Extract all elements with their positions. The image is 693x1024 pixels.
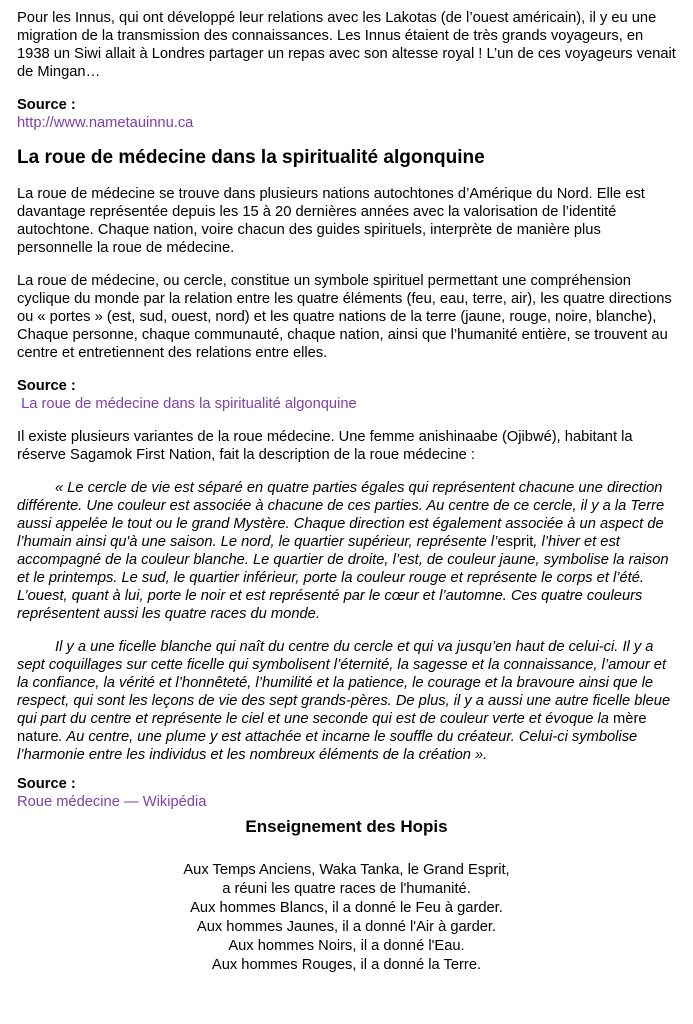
section-paragraph-1: La roue de médecine se trouve dans plusieurs nations autochtones d’Amérique du Nord. Elle est davantage représentée depuis les 15 à 20 dernières années avec la valorisation de l’identité autochtone. Chaque nation, voire chacun des guides spirituels, interprète de manière plus personnelle la roue de médecine. xyxy=(17,186,645,256)
source-label: Source : xyxy=(17,378,76,394)
source-link-roue-medecine-algonquine[interactable]: La roue de médecine dans la spiritualité algonquine xyxy=(17,396,357,412)
quote-emphasis-mere-nature: mère nature xyxy=(17,711,647,745)
section-heading: La roue de médecine dans la spiritualité algonquine xyxy=(17,147,485,168)
poem-line: Aux hommes Jaunes, il a donné l'Air à garder. xyxy=(196,919,497,935)
poem-line: Aux Temps Anciens, Waka Tanka, le Grand Esprit, xyxy=(183,862,510,878)
source-link-nametauinnu[interactable]: http://www.nametauinnu.ca xyxy=(17,115,194,131)
poem-line: Aux hommes Rouges, il a donné la Terre. xyxy=(211,957,482,973)
quote-text-post: , l’hiver et est accompagné de la couleur blanche. Le quartier de droite, l’est, de couleur jaune, symbolise la raison et le printemps. Le sud, le quartier inférieur, porte la couleur rouge et représente le corps et l’été. L’ouest, quant à lui, porte le noir et est représenté par le cœur et l’automne. Ces quatre couleurs représentent aussi les quatre races du monde. xyxy=(17,534,669,622)
hopis-heading: Enseignement des Hopis xyxy=(245,817,448,836)
quote-emphasis-esprit: esprit xyxy=(497,534,534,550)
variants-intro-paragraph: Il existe plusieurs variantes de la roue médecine. Une femme anishinaabe (Ojibwé), habitant la réserve Sagamok First Nation, fait la description de la roue médecine : xyxy=(17,429,633,463)
source-block-2 xyxy=(17,377,676,413)
intro-paragraph: Pour les Innus, qui ont développé leur relations avec les Lakotas (de l’ouest américain), il y eu une migration de la transmission des connaissances. Les Innus étaient de très grands voyageurs, en 1938 un Siwi allait à Londres partager un repas avec son altesse royal ! L’un de ces voyageurs venait de Mingan… xyxy=(17,10,676,80)
source-link-wikipedia[interactable]: Roue médecine — Wikipédia xyxy=(17,794,207,810)
source-block-1 xyxy=(17,96,676,132)
quote-paragraph-2 xyxy=(17,638,676,764)
poem-line: a réuni les quatre races de l'humanité. xyxy=(222,881,471,897)
poem-line: Aux hommes Blancs, il a donné le Feu à garder. xyxy=(190,900,503,916)
source-label: Source : xyxy=(17,97,76,113)
quote-text-post: . Au centre, une plume y est attachée et incarne le souffle du créateur. Celui-ci symbolise l’harmonie entre les individus et les nombreux éléments de la création ». xyxy=(17,729,638,763)
quote-paragraph-1 xyxy=(17,479,676,623)
hopis-poem xyxy=(17,861,676,975)
source-block-3 xyxy=(17,775,676,811)
section-paragraph-2: La roue de médecine, ou cercle, constitue un symbole spirituel permettant une compréhension cyclique du monde par la relation entre les quatre éléments (feu, eau, terre, air), les quatre directions ou « portes » (est, sud, ouest, nord) et les quatre nations de la terre (jaune, rouge, noire, blanche), Chaque personne, chaque communauté, chaque nation, ainsi que l’humanité entière, se trouvent au centre et entretiennent des relations entre elles. xyxy=(17,273,672,361)
source-label: Source : xyxy=(17,776,76,792)
quote-text-pre: Il y a une ficelle blanche qui naît du centre du cercle et qui va jusqu’en haut de celui-ci. Il y a sept coquillages sur cette ficelle qui symbolisent l’éternité, la sagesse et la connaissance, l’amour et la confiance, la vérité et l’honnêteté, l’humilité et la patience, le courage et la bravoure ainsi que le respect, qui sont les leçons de vie des sept grands-pères. De plus, il y a aussi une autre ficelle bleue qui part du centre et représente le ciel et une seconde qui est de couleur verte et évoque la xyxy=(17,639,671,727)
poem-line: Aux hommes Noirs, il a donné l'Eau. xyxy=(228,938,465,954)
quote-text-pre: « Le cercle de vie est séparé en quatre parties égales qui représentent chacune une direction différente. Une couleur est associée à chacune de ces parties. Au centre de ce cercle, il y a la Terre aussi appelée le tout ou le grand Mystère. Chaque direction est également associée à un aspect de l’humain ainsi qu'à une saison. Le nord, le quartier supérieur, représente l’ xyxy=(17,480,665,550)
